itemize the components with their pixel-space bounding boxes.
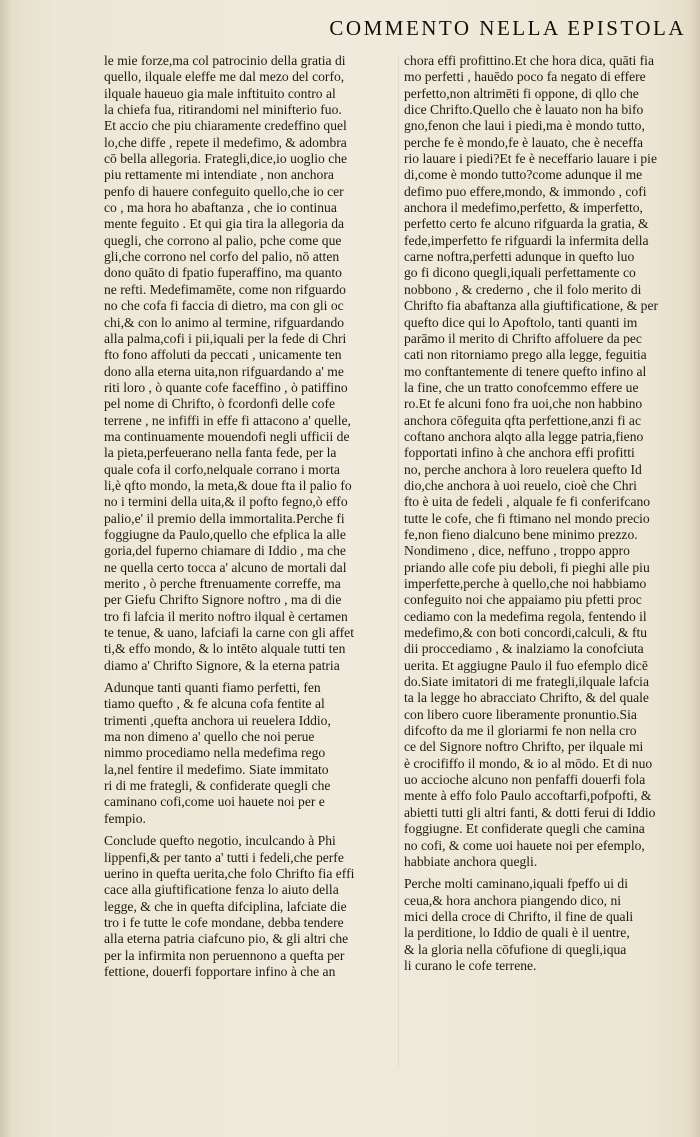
text-paragraph — [104, 53, 392, 674]
text-line: cace alla giuftificatione fenza lo aiuto della — [104, 882, 339, 898]
text-line: cati non ritorniamo prego alla legge, feguitia — [404, 347, 647, 363]
text-line: mente à effo folo Paulo accoftarfi,pofpofti, & — [404, 788, 652, 804]
text-line: Et accio che piu chiaramente credeffino quel — [104, 118, 347, 134]
text-line: piu rettamente mi intendiate , non anchora — [104, 167, 334, 183]
text-line: alla eterna patria ciafcuno pio, & gli altri che — [104, 931, 349, 947]
text-line: ta la legge ho abracciato Chrifto, & del quale — [404, 690, 649, 706]
text-line: dono quāto di fpatio fuperaffino, ma quanto — [104, 265, 342, 281]
text-line: Perche molti caminano,iquali fpeffo ui di — [404, 876, 628, 892]
running-head: COMMENTO NELLA EPISTOLA — [329, 16, 686, 40]
text-line: uerino in quefta uerita,che folo Chrifto fia effi — [104, 865, 355, 881]
text-line: fto fono affoluti da peccati , unicamente ten — [104, 347, 342, 363]
text-paragraph — [404, 53, 686, 870]
text-line: è crocififfo il mondo, & io al mōdo. Et di nuo — [404, 755, 653, 771]
text-line: la chiefa fua, ritirandomi nel minifterio fuo. — [104, 102, 342, 118]
text-line: di,come è mondo tutto?come adunque il me — [404, 167, 643, 183]
text-line: go fi dicono quegli,iquali perfettamente co — [404, 265, 636, 281]
text-line: difcofto da me il gloriarmi fe non nella cro — [404, 723, 637, 739]
text-line: tro fi lafcia il merito noftro ilqual è certamen — [104, 608, 348, 624]
text-line: li,è qfto mondo, la meta,& doue fta il palio fo — [104, 477, 352, 493]
text-line: con libero cuore liberamente pronuntio.Sia — [404, 706, 637, 722]
text-line: trimenti ,quefta anchora ui reuelera Iddio, — [104, 712, 331, 728]
text-line: terrene , ne infiffi in effe fi attacono a' quelle, — [104, 412, 351, 428]
right-text-column — [404, 53, 686, 974]
text-line: parāmo il merito di Chrifto affoluere da pec — [404, 330, 642, 346]
text-line: la,nel fentire il medefimo. Siate immitato — [104, 761, 329, 777]
text-line: perfetto certo fe alcuno rifguarda la gratia, & — [404, 216, 649, 232]
text-line: fettione, douerfi fopportare infino à che an — [104, 963, 336, 979]
text-line: penfo di hauere confeguito quello,che io cer — [104, 183, 344, 199]
text-line: anchora cōfeguita qfta perfettione,anzi fi ac — [404, 412, 642, 428]
column-gutter — [398, 56, 399, 1066]
text-line: la fine, che un tratto conofcemmo effere ue — [404, 379, 639, 395]
text-line: & la gloria nella cōfufione di quegli,iqua — [404, 941, 627, 957]
text-line: ilquale haueuo gia male inftituito contro al — [104, 85, 336, 101]
text-line: pel nome di Chrifto, ò fcordonfi delle cofe — [104, 396, 336, 412]
text-line: abietti tutti gli altri fanti, & dotti ferui di Iddio — [404, 804, 656, 820]
text-line: ne quella certo tocca a' alcuno de mortali dal — [104, 559, 347, 575]
text-line: chora effi profittino.Et che hora dica, quāti fia — [404, 53, 654, 68]
text-line: quegli, che corrono al palio, pche come que — [104, 232, 342, 248]
left-text-column — [104, 53, 392, 980]
text-line: dii proccediamo , & inalziamo la conofciuta — [404, 641, 644, 657]
text-line: fe,non fieno dialcuno bene minimo prezzo. — [404, 526, 638, 542]
text-line: coftano anchora alqto alla legge patria,fieno — [404, 428, 644, 444]
text-line: dono alla eterna uita,non rifguardando a' me — [104, 363, 344, 379]
text-line: tutte le cofe, che fi ftimano nel mondo precio — [404, 510, 650, 526]
text-line: ro.Et fe alcuni fono fra uoi,che non habbino — [404, 396, 643, 412]
text-line: Nondimeno , dice, neffuno , troppo appro — [404, 543, 630, 559]
text-line: Adunque tanti quanti fiamo perfetti, fen — [104, 680, 321, 696]
text-line: per Giefu Chrifto Signore noftro , ma di die — [104, 592, 342, 608]
text-line: quale cofa il corfo,nelquale corrano i morta — [104, 461, 340, 477]
text-paragraph — [104, 833, 392, 980]
text-line: ne refti. Medefimamēte, come non rifguardo — [104, 281, 346, 297]
text-line: tro i fe tutte le cofe mondane, debba tendere — [104, 914, 344, 930]
text-line: la perditione, lo Iddio de quali è il uentre, — [404, 925, 630, 941]
text-line: lippenfi,& per tanto a' tutti i fedeli,che perfe — [104, 849, 344, 865]
text-line: no, perche anchora à loro reuelera quefto Id — [404, 461, 642, 477]
text-line: gno,fenon che laui i piedi,ma è mondo tutto, — [404, 118, 645, 134]
text-line: perche fe è mondo,fe è lauato, che è neceffa — [404, 134, 644, 150]
text-line: habbiate anchora quegli. — [404, 853, 538, 869]
page-edge-shadow-right — [688, 0, 700, 1137]
text-line: fempio. — [104, 810, 146, 826]
text-line: Conclude quefto negotio, inculcando à Phi — [104, 833, 336, 849]
text-line: fede,imperfetto fe rifguardi la infermita della — [404, 232, 649, 248]
text-line: riti loro , ò quante cofe faceffino , ò patiffino — [104, 379, 348, 395]
text-line: cediamo con la medefima regola, fentendo il — [404, 608, 647, 624]
text-line: le mie forze,ma col patrocinio della gratia di — [104, 53, 346, 68]
text-line: confeguito noi che appaiamo piu pfetti proc — [404, 592, 642, 608]
text-line: nobbono , & crederno , che il folo merito di — [404, 281, 642, 297]
text-line: ti,& effo mondo, & lo intēto alquale tutti ten — [104, 641, 346, 657]
text-line: caminano cofi,come uoi hauete noi per e — [104, 794, 325, 810]
text-line: do.Siate imitatori di me frategli,ilquale lafcia — [404, 674, 649, 690]
text-line: no cofi, & come uoi hauete noi per efemplo, — [404, 837, 645, 853]
text-line: tiamo quefto , & fe alcuna cofa fentite al — [104, 696, 325, 712]
page-edge-shadow-left — [0, 0, 12, 1137]
text-line: lo,che diffe , repete il medefimo, & adombra — [104, 134, 347, 150]
text-paragraph — [104, 680, 392, 827]
text-line: no i termini della uita,& il pofto fegno,ò effo — [104, 494, 348, 510]
text-line: perfetto,non altrimēti fi oppone, di qllo che — [404, 85, 639, 101]
text-line: imperfette,perche à quello,che noi habbiamo — [404, 576, 647, 591]
text-line: mici della croce di Chrifto, il fine de quali — [404, 908, 634, 924]
text-line: mo conftantemente di tenere quefto infino al — [404, 363, 647, 379]
text-line: rio lauare i piedi?Et fe è neceffario lauare i pie — [404, 151, 657, 167]
text-line: fto è uita de fedeli , alquale fe fi conferifcano — [404, 494, 651, 510]
text-line: foggiugne. Et confiderate quegli che camina — [404, 821, 645, 837]
text-paragraph — [404, 876, 686, 974]
text-line: Chrifto fia abaftanza alla giuftificatione, & per — [404, 298, 659, 314]
text-line: ri di me frategli, & confiderate quegli che — [104, 778, 331, 794]
text-line: anchora il medefimo,perfetto, & imperfetto, — [404, 200, 643, 216]
text-line: ceua,& hora anchora piangendo dico, ni — [404, 892, 622, 908]
text-line: cō bella allegoria. Frategli,dice,io uoglio che — [104, 151, 348, 167]
text-line: uerita. Et aggiugne Paulo il fuo efemplo dicē — [404, 657, 648, 673]
text-line: medefimo,& con boti concordi,calculi, & ftu — [404, 625, 648, 641]
text-line: merito , ò perche ftrenuamente correffe, ma — [104, 576, 341, 591]
text-line: co , ma hora ho abaftanza , che io continua — [104, 200, 337, 216]
text-line: li curano le cofe terrene. — [404, 957, 537, 973]
text-line: quello, ilquale eleffe me dal mezo del corfo, — [104, 69, 345, 85]
text-line: palio,e' il premio della immortalita.Perche fi — [104, 510, 345, 526]
text-line: alla palma,cofi i pii,iquali per la fede di Chri — [104, 330, 347, 346]
text-line: fopportati infino à che anchora effi profitti — [404, 445, 635, 461]
text-line: goria,del fuperno chiamare di Iddio , ma che — [104, 543, 346, 559]
text-line: legge, & che in quefta difciplina, lafciate die — [104, 898, 347, 914]
text-line: te tenue, & uano, lafciafi la carne con gli affet — [104, 625, 354, 641]
text-line: nimmo procediamo nella medefima rego — [104, 745, 326, 761]
text-line: uo accioche alcuno non penfaffi douerfi fola — [404, 772, 646, 788]
text-line: ma continuamente mouendofi negli ufficii de — [104, 428, 350, 444]
text-line: no che cofa fi faccia di dietro, ma con gli oc — [104, 298, 344, 314]
text-line: ma non dimeno a' quello che noi perue — [104, 729, 315, 745]
text-line: dice Chrifto.Quello che è lauato non ha bifo — [404, 102, 644, 118]
text-line: la pieta,perfeuerano nella fanta fede, per la — [104, 445, 337, 461]
text-line: diamo a' Chrifto Signore, & la eterna patria — [104, 657, 340, 673]
text-line: mo perfetti , hauēdo poco fa negato di effere — [404, 69, 646, 85]
text-line: carne noftra,perfetti adunque in quefto luo — [404, 249, 635, 265]
text-line: dio,che anchora à uoi reuelo, cioè che Chri — [404, 477, 637, 493]
text-line: defimo puo effere,mondo, & immondo , cofi — [404, 183, 647, 199]
text-line: ce del Signore noftro Chrifto, per ilquale mi — [404, 739, 644, 755]
text-line: priando alle cofe piu deboli, fi pieghi alle piu — [404, 559, 650, 575]
text-line: gli,che corrono nel corfo del palio, nō atten — [104, 249, 340, 265]
text-line: per la infirmita non peruennono a quefta per — [104, 947, 345, 963]
text-line: mente feguito . Et qui gia tira la allegoria da — [104, 216, 345, 232]
text-line: quefto dice qui lo Apoftolo, tanti quanti im — [404, 314, 638, 330]
text-line: foggiugne da Paulo,quello che efplica la alle — [104, 526, 346, 542]
text-line: chi,& con lo animo al termine, rifguardando — [104, 314, 345, 330]
